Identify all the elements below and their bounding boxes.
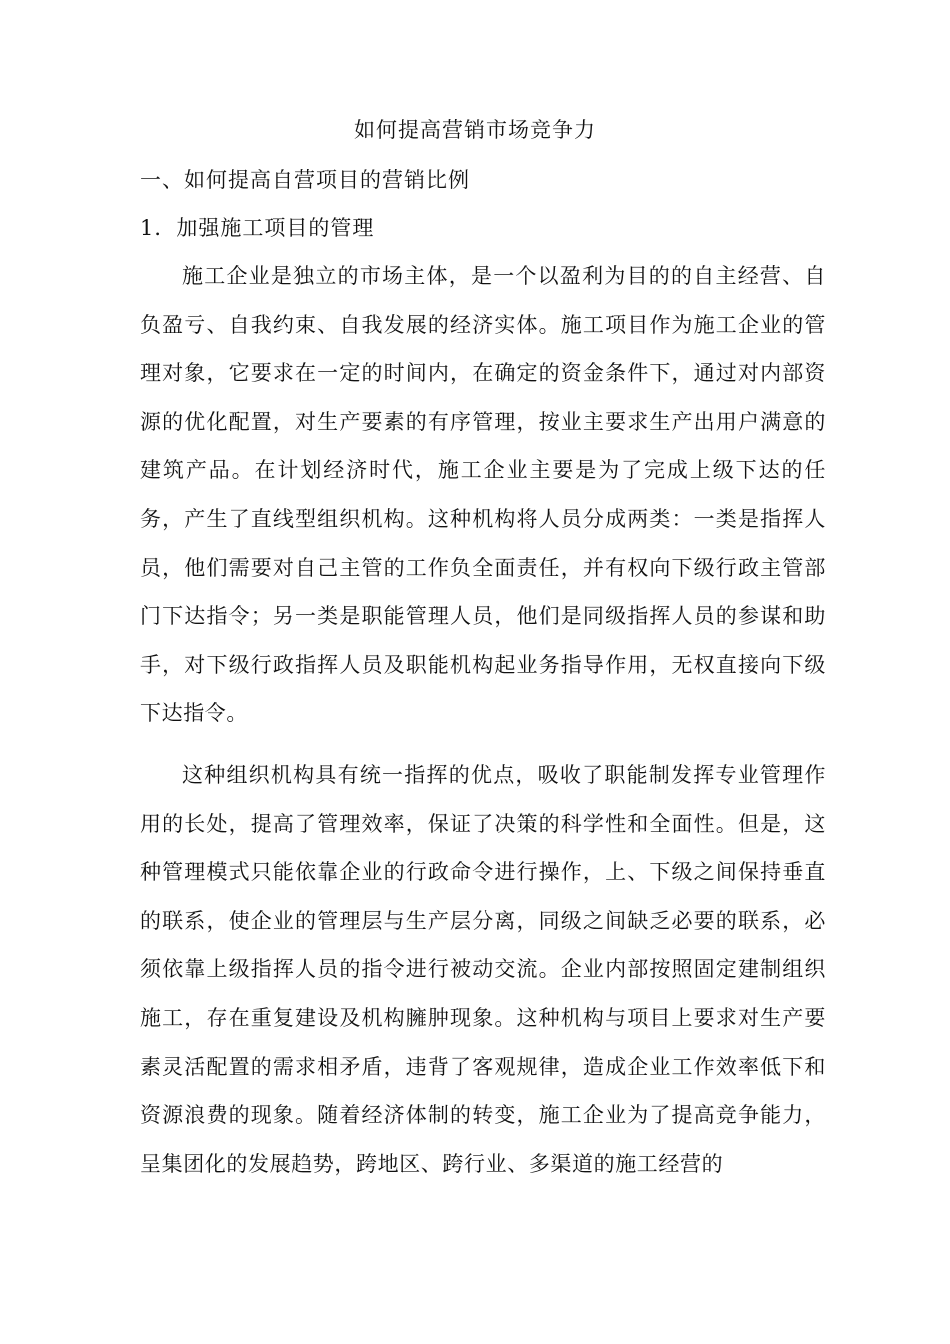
- section-heading: 一、如何提高自营项目的营销比例: [140, 168, 470, 192]
- body-paragraph-2: 这种组织机构具有统一指挥的优点，吸收了职能制发挥专业管理作用的长处，提高了管理效率，保证了决策的科学性和全面性。但是，这种管理模式只能依靠企业的行政命令进行操作，上、下级之间保持垂直的联系，使企业的管理层与生产层分离，同级之间缺乏必要的联系，必须依靠上级指挥人员的指令进行被动交流。企业内部按照固定建制组织施工，存在重复建设及机构臃肿现象。这种机构与项目上要求对生产要素灵活配置的需求相矛盾，违背了客观规律，造成企业工作效率低下和资源浪费的现象。随着经济体制的转变，施工企业为了提高竞争能力，呈集团化的发展趋势，跨地区、跨行业、多渠道的施工经营的: [140, 763, 826, 1176]
- body-paragraph-1: 施工企业是独立的市场主体，是一个以盈利为目的的自主经营、自负盈亏、自我约束、自我发展的经济实体。施工项目作为施工企业的管理对象，它要求在一定的时间内，在确定的资金条件下，通过对内部资源的优化配置，对生产要素的有序管理，按业主要求生产出用户满意的建筑产品。在计划经济时代，施工企业主要是为了完成上级下达的任务，产生了直线型组织机构。这种机构将人员分成两类：一类是指挥人员，他们需要对自己主管的工作负全面责任，并有权向下级行政主管部门下达指令；另一类是职能管理人员，他们是同级指挥人员的参谋和助手，对下级行政指挥人员及职能机构起业务指导作用，无权直接向下级下达指令。: [140, 264, 826, 726]
- document-title: 如何提高营销市场竞争力: [354, 118, 596, 142]
- subsection-heading: 1．加强施工项目的管理: [140, 216, 375, 240]
